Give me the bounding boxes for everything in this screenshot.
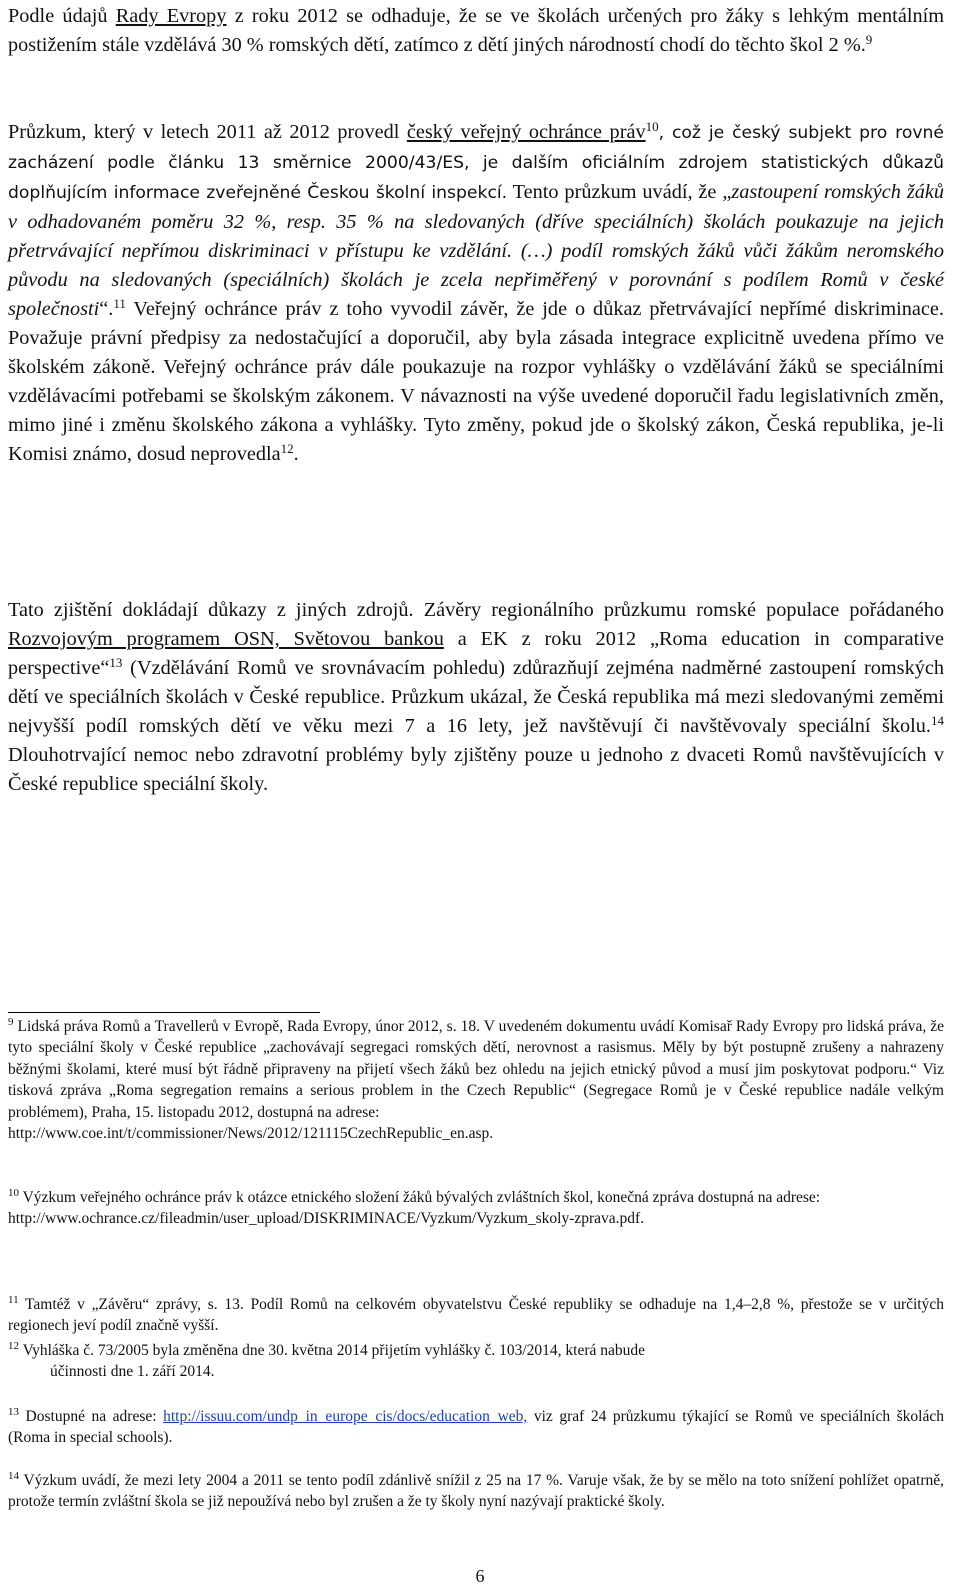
footnote-ref-12[interactable]: 12 [280,441,294,456]
p2-text-f: Veřejný ochránce práv z toho vyvodil závěr, že jde o důkaz přetrvávající nepřímé diskriminace. Považuje právní předpisy za nedostačující a doporučil, aby byla zásada integrace explicitně uvedena přímo ve školském zákoně. Veřejný ochránce práv dále poukazuje na rozpor vyhlášky o vzdělávání žáků se speciálními vzdělávacími potřebami se školským zákonem. V návaznosti na výše uvedené doporučil řadu legislativních změn, mimo jiné i změnu školského zákona a vyhlášky. Tyto změny, pokud jde o školský zákon, Česká republika, je-li Komisi známo, dosud neprovedla [8,298,944,465]
footnote-ref-10[interactable]: 10 [645,119,659,134]
footnote-ref-14[interactable]: 14 [931,713,944,728]
page-number: 6 [475,1566,485,1586]
footnote-13-text-b: viz graf 24 průzkumu týkající se Romů ve speciálních školách (Roma in special schools). [8,1408,944,1447]
footnote-12-text-cont: účinnosti dne 1. září 2014. [50,1363,215,1381]
link-rady-evropy[interactable]: Rady Evropy [115,5,227,27]
p2-text-a: Průzkum, který v letech 2011 až 2012 provedl [8,121,407,143]
footnote-10-text: Výzkum veřejného ochránce práv k otázce etnického složení žáků bývalých zvláštních škol, konečná zpráva dostupná na adrese: [19,1189,821,1206]
footnote-9 [8,1016,944,1144]
p2-text-c: Tento průzkum uvádí, že „ [507,181,732,203]
link-verejny-ochrance[interactable]: český veřejný ochránce práv [406,121,646,143]
footnote-9-text: Lidská práva Romů a Travellerů v Evropě, Rada Evropy, únor 2012, s. 18. V uvedeném dokumentu uvádí Komisař Rady Evropy pro lidská práva, že tyto speciální školy v České republice „zachovávají segregaci romských dětí, nerovnost a rasismus. Měly by být postupně zrušeny a nahrazeny běžnými školami, které musí být řádně připraveny na přijetí všech žáků bez ohledu na jejich etnický původ a musí jim poskytovat podporu.“ Viz tisková zpráva „Roma segregation remains a serious problem in the Czech Republic“ (Segregace Romů je v České republice nadále velkým problémem), Praha, 15. listopadu 2012, dostupná na adrese: [8,1018,944,1121]
footnote-ref-11[interactable]: 11 [113,296,126,311]
footnote-separator [8,1012,320,1013]
footnote-12-number: 12 [8,1340,19,1352]
footnote-13-text-a: Dostupné na adrese: [19,1408,164,1425]
footnote-13-link[interactable]: http://issuu.com/undp_in_europe_cis/docs/education_web, [163,1408,528,1425]
p3-text-c: (Vzdělávání Romů ve srovnávacím pohledu) zdůrazňují zejména nadměrné zastoupení romských dětí ve speciálních školách v České republice. Průzkum ukázal, že Česká republika má mezi sledovanými zeměmi nejvyšší podíl romských dětí ve věku mezi 7 a 16 lety, jež navštěvují či navštěvovaly speciální školu. [8,657,944,737]
p1-text-a: Podle údajů [8,5,116,27]
p3-text-b: a EK z roku 2012 „Roma education in comparative perspective“ [8,628,945,679]
paragraph-3 [8,596,944,799]
footnote-13 [8,1406,944,1449]
footnote-11 [8,1294,944,1337]
p3-text-d: Dlouhotrvající nemoc nebo zdravotní problémy byly zjištěny pouze u jednoho z dvaceti Romů navštěvujících v České republice speciální školy. [8,744,944,795]
link-undp-world-bank[interactable]: Rozvojovým programem OSN, Světovou bankou [8,628,444,650]
footnote-ref-13[interactable]: 13 [109,655,123,670]
footnote-14-number: 14 [8,1470,19,1482]
footnote-14 [8,1470,944,1513]
footnote-12-text: Vyhláška č. 73/2005 byla změněna dne 30. května 2014 přijetím vyhlášky č. 103/2014, která nabude [19,1342,646,1359]
p2-text-g: . [293,443,299,465]
footnote-14-text: Výzkum uvádí, že mezi lety 2004 a 2011 se tento podíl zdánlivě snížil z 25 na 17 %. Varuje však, že by se mělo na toto snížení pohlížet opatrně, protože termín zvláštní škola se již nepoužívá nebo byl zrušen a že ty školy nyní nazývají praktické školy. [8,1472,944,1511]
footnote-9-number: 9 [8,1016,14,1028]
footnote-13-number: 13 [8,1406,19,1418]
footnote-ref-9[interactable]: 9 [865,32,873,47]
footnote-12 [8,1340,944,1383]
footnote-10 [8,1187,944,1230]
footnote-10-url: http://www.ochrance.cz/fileadmin/user_upload/DISKRIMINACE/Vyzkum/Vyzkum_skoly-zprava.pdf. [8,1210,645,1228]
p2-text-e: “. [99,298,114,320]
footnote-11-number: 11 [8,1294,19,1306]
footnote-10-number: 10 [8,1187,19,1199]
p3-text-a: Tato zjištění dokládají důkazy z jiných zdrojů. Závěry regionálního průzkumu romské populace pořádaného [8,599,944,621]
p2-quote: zastoupení romských žáků v odhadovaném poměru 32 %, resp. 35 % na sledovaných (dříve speciálních) školách poukazuje na jejich přetrvávající nepřímou diskriminaci v přístupu ke vzdělání. (…) podíl romských žáků vůči žákům neromského původu na sledovaných (speciálních) školách je zcela nepřiměřený v porovnání s podílem Romů v české společnosti [8,181,944,320]
p1-text-b: z roku 2012 se odhaduje, že se ve školách určených pro žáky s lehkým mentálním postižením stále vzdělává 30 % romských dětí, zatímco z dětí jiných národností chodí do těchto škol 2 %. [8,5,945,56]
paragraph-1 [8,2,944,60]
p2-text-b: , což je český subjekt pro rovné zacházení podle článku 13 směrnice 2000/43/ES, je dalším oficiálním zdrojem statistických důkazů doplňujícím informace zveřejněné Českou školní inspekcí. [8,123,945,203]
footnote-9-url: http://www.coe.int/t/commissioner/News/2012/121115CzechRepublic_en.asp. [8,1125,494,1143]
footnote-11-text: Tamtéž v „Závěru“ zprávy, s. 13. Podíl Romů na celkovém obyvatelstvu České republiky se odhaduje na 1,4–2,8 %, přestože se v určitých regionech jeví podíl značně vyšší. [8,1296,944,1335]
paragraph-2 [8,118,944,469]
